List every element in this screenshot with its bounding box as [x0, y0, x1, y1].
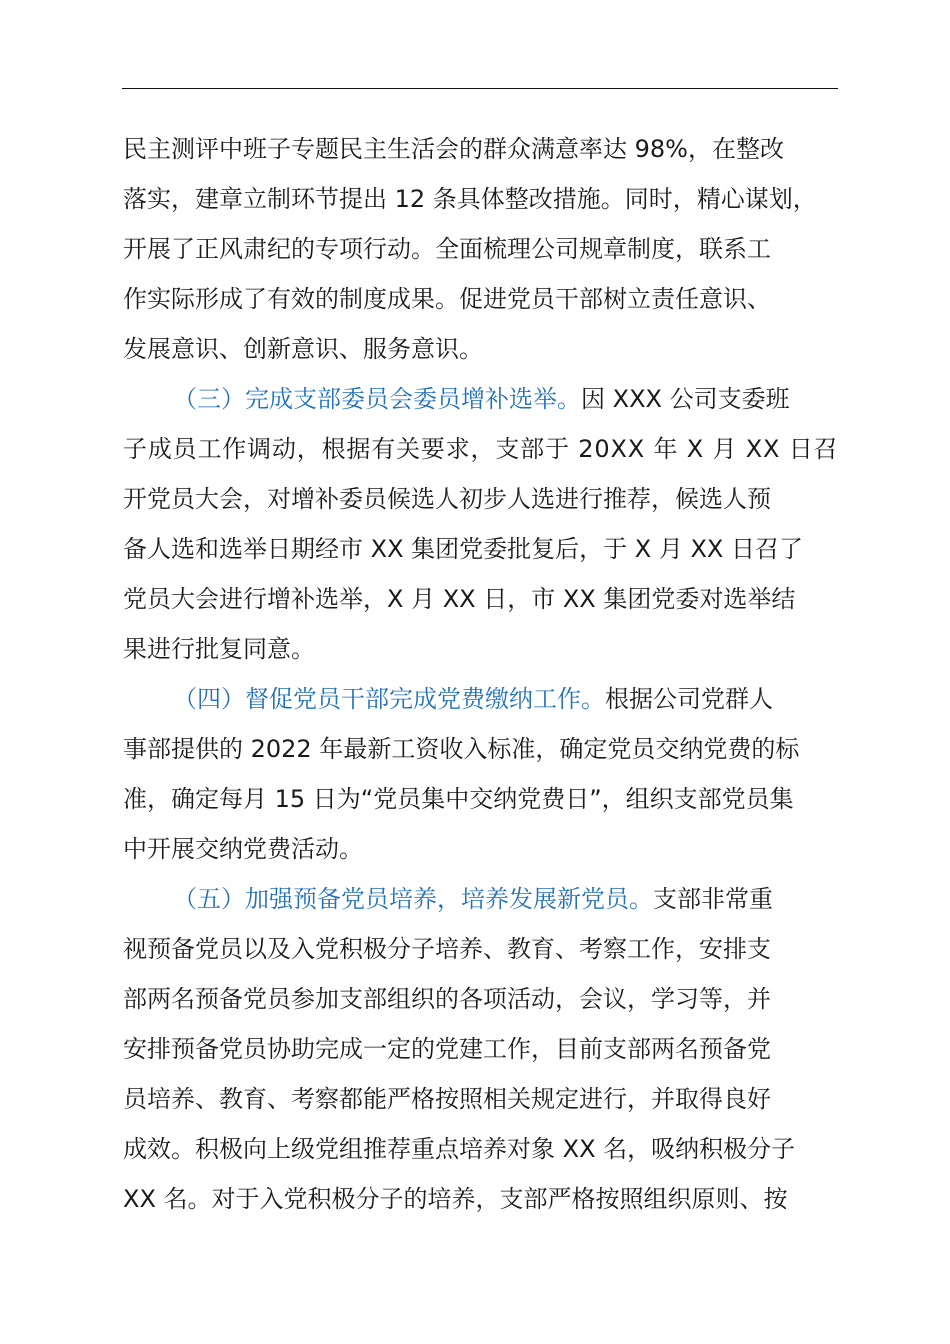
text-line-content: 果进行批复同意。 — [123, 635, 315, 663]
text-line-content: 支部非常重 — [653, 885, 773, 913]
text-line — [123, 174, 838, 224]
text-line — [123, 274, 838, 324]
text-line — [123, 924, 838, 974]
text-line-content: 发展意识、创新意识、服务意识。 — [123, 335, 483, 363]
text-line-content: 员培养、教育、考察都能严格按照相关规定进行，并取得良好 — [123, 1085, 771, 1113]
text-line — [123, 824, 838, 874]
text-line — [123, 1074, 838, 1124]
text-line-content: 作实际形成了有效的制度成果。促进党员干部树立责任意识、 — [123, 285, 771, 313]
text-line — [123, 774, 838, 824]
text-line-content: 因 XXX 公司支委班 — [581, 385, 790, 413]
section-heading: （五）加强预备党员培养，培养发展新党员。 — [173, 885, 653, 913]
paragraph-election — [123, 374, 838, 674]
text-line-content: 成效。积极向上级党组推荐重点培养对象 XX 名，吸纳积极分子 — [123, 1135, 796, 1163]
text-line-content: 开党员大会，对增补委员候选人初步人选进行推荐，候选人预 — [123, 485, 771, 513]
section-heading: （三）完成支部委员会委员增补选举。 — [173, 385, 581, 413]
text-line — [123, 374, 838, 424]
text-line — [123, 324, 838, 374]
text-line — [123, 224, 838, 274]
text-line-content: XX 名。对于入党积极分子的培养，支部严格按照组织原则、按 — [123, 1185, 788, 1213]
section-heading: （四）督促党员干部完成党费缴纳工作。 — [173, 685, 605, 713]
text-line — [123, 974, 838, 1024]
text-line-content: 视预备党员以及入党积极分子培养、教育、考察工作，安排支 — [123, 935, 771, 963]
text-line — [123, 574, 838, 624]
text-line-content: 事部提供的 2022 年最新工资收入标准，确定党员交纳党费的标 — [123, 735, 800, 763]
text-line-content: 备人选和选举日期经市 XX 集团党委批复后，于 X 月 XX 日召了 — [123, 535, 803, 563]
text-line — [123, 124, 838, 174]
text-line-content: 落实，建章立制环节提出 12 条具体整改措施。同时，精心谋划， — [123, 185, 817, 213]
text-line — [123, 1174, 838, 1224]
text-line-content: 民主测评中班子专题民主生活会的群众满意率达 98%，在整改 — [123, 135, 784, 163]
text-line — [123, 1124, 838, 1174]
text-line — [123, 624, 838, 674]
text-line — [123, 874, 838, 924]
text-line — [123, 1024, 838, 1074]
text-line-content: 党员大会进行增补选举，X 月 XX 日，市 XX 集团党委对选举结 — [123, 585, 796, 613]
text-line — [123, 424, 838, 474]
text-line-content: 安排预备党员协助完成一定的党建工作，目前支部两名预备党 — [123, 1035, 771, 1063]
paragraph-member-training — [123, 874, 838, 1224]
text-line-content: 准，确定每月 15 日为“党员集中交纳党费日”，组织支部党员集 — [123, 785, 794, 813]
text-line-content: 开展了正风肃纪的专项行动。全面梳理公司规章制度，联系工 — [123, 235, 771, 263]
document-body — [123, 124, 838, 1224]
text-line-content: 中开展交纳党费活动。 — [123, 835, 363, 863]
text-line — [123, 474, 838, 524]
text-line-content: 子成员工作调动，根据有关要求，支部于 20XX 年 X 月 XX 日召 — [123, 435, 838, 463]
header-rule — [122, 88, 838, 89]
paragraph-party-dues — [123, 674, 838, 874]
text-line-content: 部两名预备党员参加支部组织的各项活动，会议，学习等，并 — [123, 985, 771, 1013]
text-line-content: 根据公司党群人 — [605, 685, 773, 713]
text-line — [123, 674, 838, 724]
text-line — [123, 524, 838, 574]
text-line — [123, 724, 838, 774]
paragraph-measures — [123, 124, 838, 374]
